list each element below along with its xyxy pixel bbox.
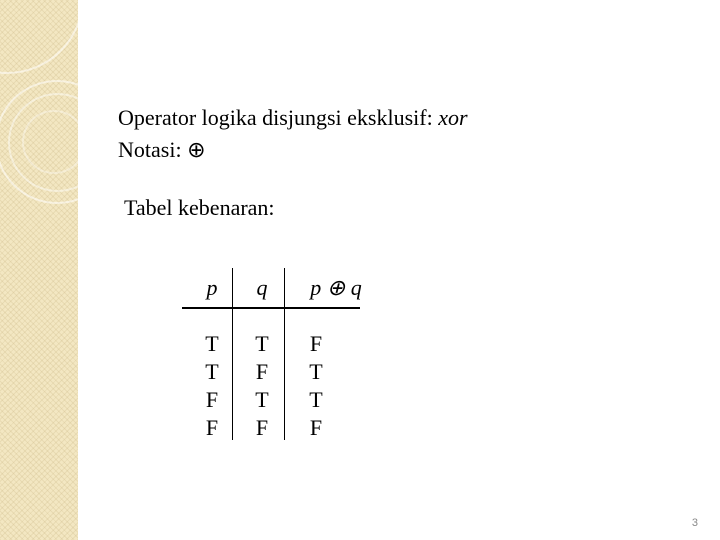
- notation-line: [118, 137, 206, 163]
- cell-q: T: [255, 387, 269, 412]
- decorative-circle: [22, 110, 78, 174]
- table-divider: [284, 268, 285, 440]
- header-p: p: [206, 275, 218, 300]
- decorative-sidebar: [0, 0, 78, 540]
- cell-q: F: [255, 415, 269, 440]
- cell-result: F: [309, 331, 323, 356]
- table-heading: Tabel kebenaran:: [124, 195, 275, 220]
- slide-title: [118, 105, 468, 131]
- title-prefix: Operator logika disjungsi eksklusif:: [118, 105, 439, 130]
- cell-result: T: [309, 387, 323, 412]
- page-number: 3: [691, 517, 698, 529]
- header-p-xor-q: p ⊕ q: [310, 275, 362, 300]
- xor-symbol-icon: ⊕: [187, 137, 206, 162]
- header-q: q: [256, 275, 268, 300]
- notation-label: Notasi:: [118, 137, 188, 162]
- decorative-circle: [0, 0, 78, 74]
- cell-q: F: [255, 359, 269, 384]
- table-header-rule: [182, 307, 360, 309]
- cell-p: F: [205, 415, 219, 440]
- cell-q: T: [255, 331, 269, 356]
- cell-p: T: [205, 359, 219, 384]
- cell-p: F: [205, 387, 219, 412]
- title-operator: xor: [438, 105, 468, 130]
- cell-p: T: [205, 331, 219, 356]
- cell-result: F: [309, 415, 323, 440]
- cell-result: T: [309, 359, 323, 384]
